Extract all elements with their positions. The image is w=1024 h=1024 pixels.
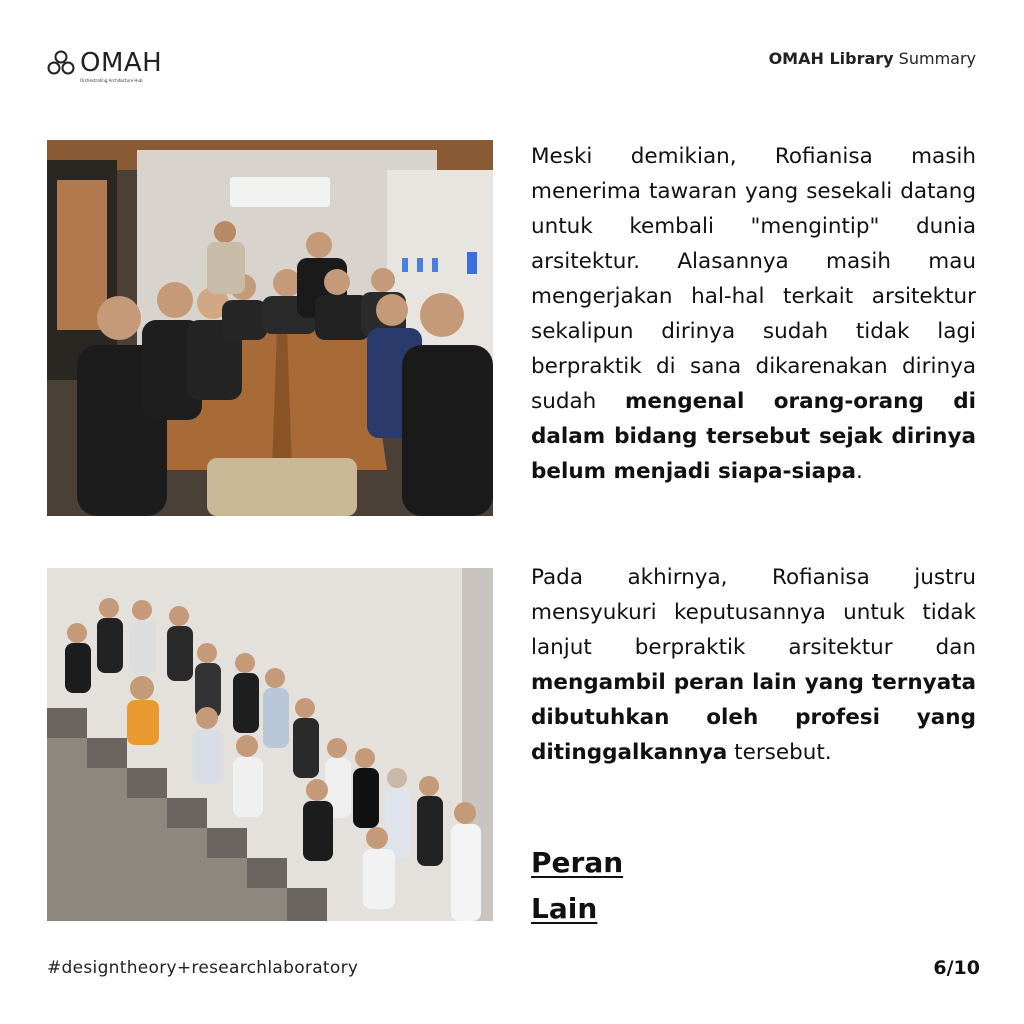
- paragraph-2-bold: mengambil peran lain yang ternyata dibutuhkan oleh profesi yang ditinggalkannya: [531, 670, 976, 765]
- paragraph-2-text: Pada akhirnya, Rofianisa justru mensyukuri keputusannya untuk tidak lanjut berpraktik arsitektur dan: [531, 565, 976, 660]
- paragraph-1-bold: mengenal orang-orang di dalam bidang tersebut sejak dirinya belum menjadi siapa-siapa: [531, 389, 976, 484]
- page-number: 6/10: [933, 957, 980, 979]
- group-photo-on-stairs: [47, 568, 493, 921]
- group-photo-at-table: [47, 140, 493, 516]
- section-title: [531, 840, 623, 932]
- section-title-line-2: Lain: [531, 892, 598, 925]
- omah-logo: [46, 46, 176, 86]
- paragraph-2-end: tersebut.: [727, 740, 832, 765]
- footer-hashtag: #designtheory+researchlaboratory: [47, 958, 359, 978]
- paragraph-2: [531, 560, 976, 770]
- paragraph-1: [531, 139, 976, 489]
- header-title: [769, 49, 976, 68]
- paragraph-1-end: .: [856, 459, 863, 484]
- logo-subtitle: Orchestrating Architecture Hub: [80, 78, 143, 83]
- section-title-line-1: Peran: [531, 846, 624, 879]
- omah-logo-icon: [46, 50, 76, 76]
- header-title-bold: OMAH Library: [768, 49, 894, 68]
- header-title-regular: Summary: [893, 49, 976, 68]
- paragraph-1-text: Meski demikian, Rofianisa masih menerima tawaran yang sesekali datang untuk kembali "mengintip" dunia arsitektur. Alasannya masih mau mengerjakan hal-hal terkait arsitektur sekalipun dirinya sudah tidak lagi berpraktik di sana dikarenakan dirinya sudah: [531, 144, 976, 414]
- logo-text: OMAH: [80, 48, 163, 78]
